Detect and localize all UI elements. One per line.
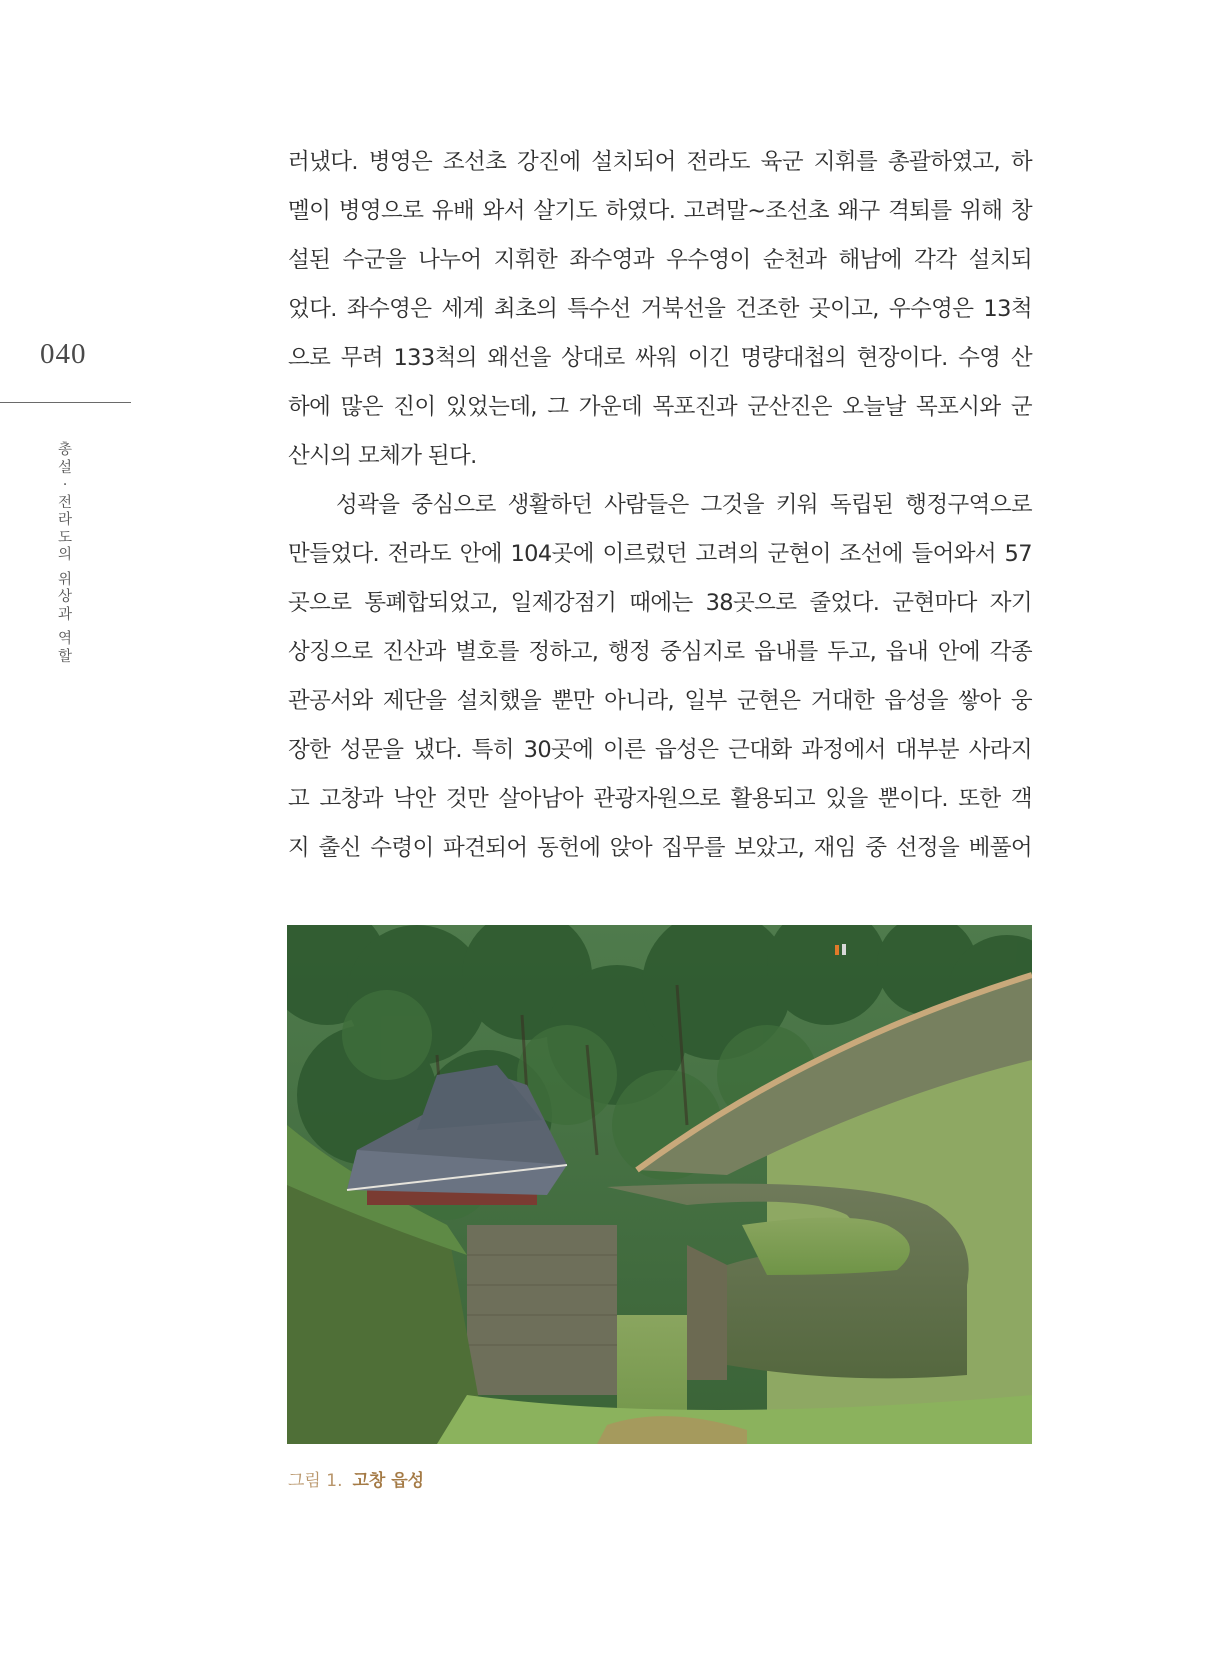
page-rule-divider: [0, 402, 131, 403]
body-line: 지 출신 수령이 파견되어 동헌에 앉아 집무를 보았고, 재임 중 선정을 베풀어: [288, 835, 1032, 861]
figure-label: 그림 1.: [288, 1471, 343, 1491]
section-label-char: 상: [57, 589, 72, 605]
body-line: 으로 무려 133척의 왜선을 상대로 싸워 이긴 명량대첩의 현장이다. 수영 산: [288, 345, 1032, 371]
body-line: 만들었다. 전라도 안에 104곳에 이르렀던 고려의 군현이 조선에 들어와서 57: [288, 541, 1032, 567]
section-label-char: 의: [57, 547, 72, 563]
figure-title: 고창 읍성: [352, 1471, 425, 1491]
section-label-char: 할: [57, 648, 72, 665]
section-label-char: 과: [57, 606, 72, 623]
section-label-char: 위: [57, 571, 72, 588]
body-line-paragraph-end: 산시의 모체가 된다.: [288, 443, 477, 469]
body-line: 었다. 좌수영은 세계 최초의 특수선 거북선을 건조한 곳이고, 우수영은 13척: [288, 296, 1032, 322]
body-line: 설된 수군을 나누어 지휘한 좌수영과 우수영이 순천과 해남에 각각 설치되: [288, 247, 1032, 273]
section-label-char: 전: [57, 494, 72, 511]
figure-caption: [288, 1466, 424, 1491]
body-line: 상징으로 진산과 별호를 정하고, 행정 중심지로 읍내를 두고, 읍내 안에 각종: [288, 639, 1032, 665]
body-line-paragraph-start: 성곽을 중심으로 생활하던 사람들은 그것을 키워 독립된 행정구역으로: [336, 492, 1032, 518]
fortress-photo-illustration: [287, 925, 1032, 1444]
body-line: 장한 성문을 냈다. 특히 30곳에 이른 읍성은 근대화 과정에서 대부분 사라지: [288, 737, 1032, 763]
section-label-char: 도: [57, 529, 72, 546]
section-label-char: ·: [62, 477, 68, 493]
body-line: 러냈다. 병영은 조선초 강진에 설치되어 전라도 육군 지휘를 총괄하였고, 하: [288, 149, 1032, 175]
body-line: 멜이 병영으로 유배 와서 살기도 하였다. 고려말~조선초 왜구 격퇴를 위해 창: [288, 198, 1032, 224]
body-line: 하에 많은 진이 있었는데, 그 가운데 목포진과 군산진은 오늘날 목포시와 군: [288, 394, 1032, 420]
section-label-vertical: [56, 442, 74, 666]
body-line: 곳으로 통폐합되었고, 일제강점기 때에는 38곳으로 줄었다. 군현마다 자기: [288, 590, 1032, 616]
body-line: 고 고창과 낙안 것만 살아남아 관광자원으로 활용되고 있을 뿐이다. 또한 객: [288, 786, 1032, 812]
figure-photo-gochang-eupseong: [287, 925, 1032, 1444]
section-label-char: 역: [57, 631, 72, 647]
body-text: [288, 138, 1032, 873]
section-label-char: 라: [57, 512, 72, 528]
section-label-char: 설: [57, 459, 72, 476]
page-number: 040: [40, 338, 87, 370]
body-line: 관공서와 제단을 설치했을 뿐만 아니라, 일부 군현은 거대한 읍성을 쌓아 웅: [288, 688, 1032, 714]
section-label-char: 총: [57, 442, 72, 458]
